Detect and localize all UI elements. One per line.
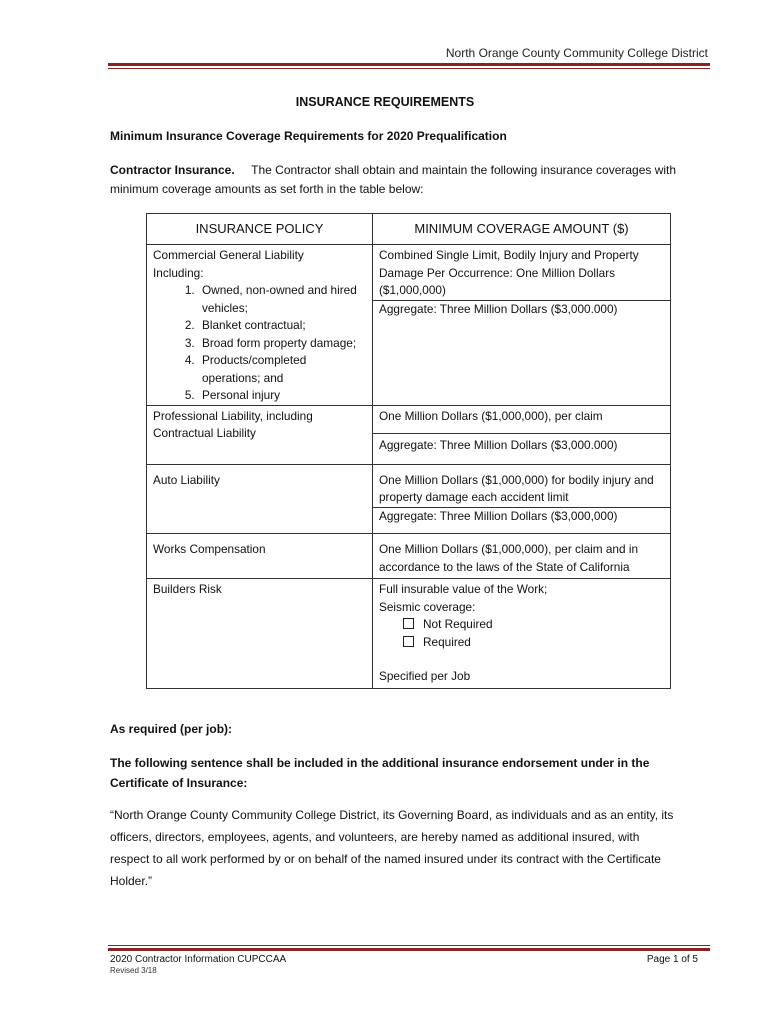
cgl-aggregate: Aggregate: Three Million Dollars ($3,000.000) (373, 300, 670, 319)
cgl-item: 3. Broad form property damage; (198, 335, 366, 353)
footer-page-number: Page 1 of 5 (646, 954, 698, 965)
professional-aggregate: Aggregate: Three Million Dollars ($3,000.000) (373, 433, 670, 463)
cgl-coverage-cell (373, 245, 671, 406)
header-rule-thin (108, 68, 710, 69)
table-row-professional (147, 405, 671, 464)
cgl-item: 4. Products/completed operations; and (198, 352, 366, 387)
cgl-coverage: Combined Single Limit, Bodily Injury and Property Damage Per Occurrence: One Million Dollars ($1,000,000) (379, 248, 639, 297)
cgl-item: 5. Personal injury (198, 387, 366, 405)
header-policy: INSURANCE POLICY (147, 214, 373, 245)
cgl-item: 1. Owned, non-owned and hired vehicles; (198, 282, 366, 317)
intro-text-2: minimum coverage amounts as set forth in the table below: (110, 182, 424, 196)
intro-paragraph (110, 161, 710, 199)
auto-coverage: One Million Dollars ($1,000,000) for bodily injury and property damage each accident limit (379, 472, 654, 504)
option-required[interactable] (379, 634, 664, 652)
works-policy: Works Compensation (147, 534, 373, 579)
checkbox-not-required[interactable] (403, 618, 414, 629)
table-row-cgl (147, 245, 671, 406)
builders-policy: Builders Risk (147, 579, 373, 689)
as-required-heading: As required (per job): (110, 722, 233, 736)
cgl-items (153, 282, 366, 405)
header-rule (108, 63, 710, 66)
builders-line2: Seismic coverage: (379, 599, 476, 614)
works-coverage: One Million Dollars ($1,000,000), per claim and in accordance to the laws of the State of California (373, 534, 671, 579)
header-org: North Orange County Community College District (445, 46, 708, 60)
footer-rule (108, 948, 710, 951)
table-row-builders (147, 579, 671, 689)
footer-revised: Revised 3/18 (110, 966, 157, 975)
auto-coverage-cell (373, 464, 671, 534)
intro-text-1: The Contractor shall obtain and maintain the following insurance coverages with (251, 163, 677, 177)
professional-coverage: One Million Dollars ($1,000,000), per claim (379, 408, 603, 423)
endorsement-quote (110, 804, 720, 892)
table-row-works (147, 534, 671, 579)
builders-line1: Full insurable value of the Work; (379, 582, 548, 596)
checkbox-required[interactable] (403, 636, 414, 647)
table-header-row (147, 214, 671, 245)
cgl-item: 2. Blanket contractual; (198, 317, 366, 335)
option-not-required[interactable] (379, 616, 664, 634)
endorsement-line2: Certificate of Insurance: (110, 776, 248, 790)
auto-aggregate: Aggregate: Three Million Dollars ($3,000,000) (373, 507, 670, 534)
quote-line4: Holder.” (110, 874, 153, 888)
cgl-policy-cell (147, 245, 373, 406)
quote-line3: respect to all work performed by or on behalf of the named insured under its contract with the Certificate (110, 852, 661, 866)
builders-coverage-cell (373, 579, 671, 689)
endorsement-heading (110, 753, 710, 793)
quote-line2: officers, directors, employees, agents, and volunteers, are hereby named as additional insured, with (110, 830, 640, 844)
footer-rule-thin (108, 945, 710, 946)
quote-line1: “North Orange County Community College District, its Governing Board, as individuals and as an entity, its (110, 808, 674, 822)
professional-coverage-cell (373, 405, 671, 464)
builders-specified: Specified per Job (379, 669, 471, 683)
professional-policy: Professional Liability, including Contractual Liability (147, 405, 373, 464)
insurance-table (146, 213, 671, 689)
endorsement-line1: The following sentence shall be included in the additional insurance endorsement under in the (110, 756, 650, 770)
cgl-line2: Including: (153, 265, 204, 280)
auto-policy: Auto Liability (147, 464, 373, 534)
table-row-auto (147, 464, 671, 534)
option-required-label: Required (423, 634, 471, 649)
page-subtitle: Minimum Insurance Coverage Requirements for 2020 Prequalification (110, 129, 507, 143)
header-coverage: MINIMUM COVERAGE AMOUNT ($) (373, 214, 671, 245)
cgl-line1: Commercial General Liability (153, 248, 304, 262)
footer-doc-name: 2020 Contractor Information CUPCCAA (110, 954, 287, 965)
page-title: INSURANCE REQUIREMENTS (295, 95, 475, 109)
intro-label: Contractor Insurance. (110, 163, 235, 177)
option-not-required-label: Not Required (423, 617, 493, 631)
